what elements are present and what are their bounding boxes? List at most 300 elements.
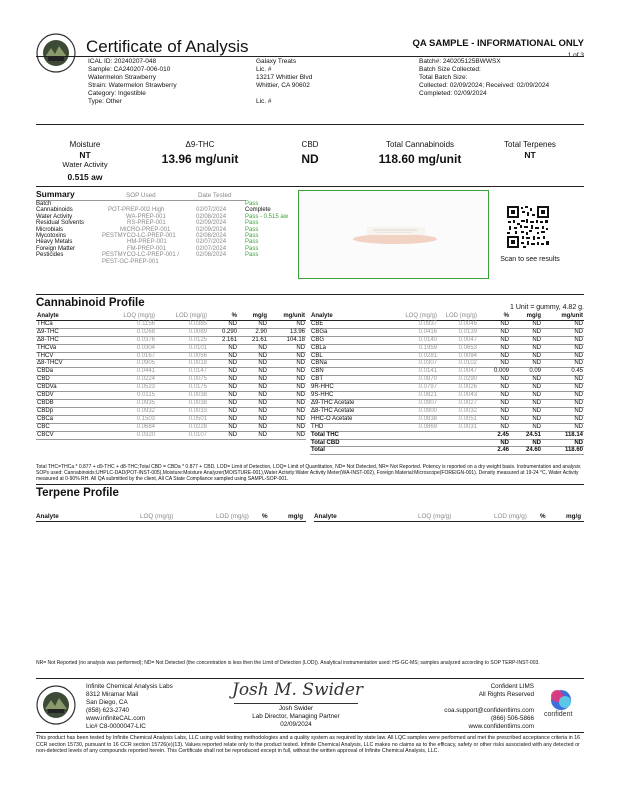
mg-g-value: ND bbox=[510, 407, 542, 415]
mg-g-value: 0.09 bbox=[510, 368, 542, 376]
analyte-name: Δ9-THC Acetate bbox=[310, 399, 380, 407]
sample-line: Sample: CA240207-006-010 bbox=[88, 66, 171, 73]
lod-value: 0.0032 bbox=[438, 407, 478, 415]
analyte-name: THCVa bbox=[36, 344, 98, 352]
summary-result: Pass bbox=[245, 226, 259, 233]
loq-value: 0.0869 bbox=[380, 423, 438, 431]
summary-sop: HM-PREP-001 bbox=[127, 239, 167, 246]
loq-value: 0.0281 bbox=[380, 352, 438, 360]
lod-value: 0.0047 bbox=[438, 368, 478, 376]
total-name: Total THC bbox=[310, 431, 380, 439]
mg-unit-value: ND bbox=[542, 376, 584, 384]
analyte-row bbox=[36, 368, 306, 376]
mg-unit-value: ND bbox=[542, 352, 584, 360]
analyte-row bbox=[36, 360, 306, 368]
summary-date: 02/09/2024 bbox=[196, 226, 227, 233]
mg-g-value: ND bbox=[238, 344, 268, 352]
cannabinoid-table-right bbox=[310, 313, 584, 455]
col-lod: LOD (mg/g) bbox=[156, 313, 208, 320]
percent-value: ND bbox=[208, 320, 238, 328]
client-info bbox=[256, 58, 312, 106]
table-header-row bbox=[36, 313, 306, 320]
percent-value: ND bbox=[208, 376, 238, 384]
lod-value: 0.0101 bbox=[156, 344, 208, 352]
loq-value: 0.0932 bbox=[98, 407, 156, 415]
summary-date: 02/08/2024 bbox=[196, 213, 227, 220]
mg-unit-value: ND bbox=[268, 392, 306, 400]
percent-value: ND bbox=[208, 344, 238, 352]
analyte-name: CBC bbox=[36, 423, 98, 431]
percent-value: ND bbox=[478, 328, 510, 336]
mg-g-value: ND bbox=[238, 320, 268, 328]
summary-date: 02/09/2024 bbox=[196, 220, 227, 227]
mg-unit-value: ND bbox=[268, 352, 306, 360]
mg-unit-value: ND bbox=[542, 384, 584, 392]
mg-g-value: ND bbox=[510, 360, 542, 368]
mg-g-value: ND bbox=[238, 392, 268, 400]
product-photo-image bbox=[299, 191, 488, 278]
notes-divider bbox=[36, 484, 584, 485]
summary-result: Pass - 0.515 aw bbox=[245, 213, 289, 220]
col-lod: LOD (mg/g) bbox=[438, 313, 478, 320]
loq-value: 0.1156 bbox=[98, 320, 156, 328]
mg-g-value: ND bbox=[510, 392, 542, 400]
mg-unit-value: 0.45 bbox=[542, 368, 584, 376]
summary-result: Complete bbox=[245, 207, 271, 214]
col-percent: % bbox=[478, 313, 510, 320]
col-mg-g: mg/g bbox=[510, 313, 542, 320]
lims-website-link[interactable]: www.confidentlims.com bbox=[468, 723, 534, 730]
percent-value: ND bbox=[208, 423, 238, 431]
col-lod: LOD (mg/g) bbox=[494, 513, 527, 520]
percent-value: ND bbox=[478, 320, 510, 328]
summary-result: Pass bbox=[245, 201, 259, 207]
metric-value: NT bbox=[524, 150, 536, 160]
summary-test: Mycotoxins bbox=[36, 232, 67, 239]
confident-brand: confident bbox=[544, 711, 573, 718]
analyte-row bbox=[310, 320, 584, 328]
analyte-row bbox=[310, 336, 584, 344]
mg-unit-value: 118.14 bbox=[542, 431, 584, 439]
lab-line: Infinite Chemical Analysis Labs bbox=[86, 683, 173, 690]
lab-line: (858) 623-2740 bbox=[86, 707, 130, 714]
client-line: Lic. # bbox=[256, 66, 272, 73]
table-header-row bbox=[310, 313, 584, 320]
summary-sop: WA-PREP-001 bbox=[126, 213, 166, 220]
summary-date-header: Date Tested bbox=[198, 192, 232, 199]
loq-value: 0.0870 bbox=[380, 376, 438, 384]
mg-g-value: ND bbox=[510, 336, 542, 344]
mg-g-value: ND bbox=[510, 399, 542, 407]
metric-d9thc bbox=[150, 140, 250, 166]
lod-value: 0.0653 bbox=[438, 344, 478, 352]
analyte-row bbox=[36, 320, 306, 328]
mg-g-value: ND bbox=[510, 376, 542, 384]
metric-value: 13.96 mg/unit bbox=[161, 152, 239, 166]
analyte-name: CBNa bbox=[310, 360, 380, 368]
disclaimer: This product has been tested by Infinite Chemical Analysis Labs, LLC using valid testing methodologies and a quality system as required by state law. All LQC samples were performed and met the prescribed acceptance criteria in 16 CCR section 15730, pursuant to 16 CCR section 15726(e)(13). Values reported relate only to the product tested. Infinite Chemical Analysis, LLC makes no claims as to the efficacy, safety or other risks associated with any detected or non-detected levels of any compounds reported herein. This Certificate shall not be reproduced except in full, without the written approval of Infinite Chemical Analysis, LLC. bbox=[36, 735, 581, 755]
analyte-row bbox=[310, 415, 584, 423]
analyte-name: CBLa bbox=[310, 344, 380, 352]
batch-line: Collected: 02/09/2024; Received: 02/09/2024 bbox=[419, 82, 550, 89]
lod-value: 0.0046 bbox=[438, 320, 478, 328]
info-divider bbox=[36, 124, 584, 125]
col-loq: LOQ (mg/g) bbox=[418, 513, 452, 520]
analyte-name: Δ9-THC bbox=[36, 328, 98, 336]
signer-line: Josh Swider bbox=[278, 705, 314, 712]
lims-email-link[interactable]: coa.support@confidentlims.com bbox=[444, 707, 534, 714]
mg-unit-value: ND bbox=[268, 431, 306, 439]
loq-value: 0.0797 bbox=[380, 384, 438, 392]
loq-value: 0.0523 bbox=[98, 384, 156, 392]
cannabinoid-notes: Total THC=THCa * 0.877 + d9-THC + d8-THC;Total CBD = CBDa * 0.877 + CBD. LOD= Limit of Detection, LOQ= Limit of Quantitation, ND= Not Detected, NR= Not Reported. Potency is reported on a dry weight basis. Instrumentation and analysis SOPs used: Cannabinoids:UHPLC-DAD(POT-INST-005),Moisture:Moisture Analyzer(MOISTURE-001),Water Activity:Water Activity Meter(WA-INST-002), Foreign Material:Microscope(FOREIGN-001). Density measured at 19-24 °C, Water Activity measured at 0-90% RH. All QA submitted by the client, All CA State Compliance sampled using SAMPL-SOP-001. bbox=[36, 464, 581, 483]
analyte-name: CBGa bbox=[310, 328, 380, 336]
empty-cell bbox=[380, 431, 438, 439]
percent-value: ND bbox=[208, 415, 238, 423]
mg-g-value: 2.90 bbox=[238, 328, 268, 336]
analyte-row bbox=[36, 384, 306, 392]
mg-g-value: ND bbox=[238, 399, 268, 407]
lab-contact bbox=[86, 683, 173, 731]
empty-cell bbox=[380, 447, 438, 455]
analyte-row bbox=[310, 352, 584, 360]
analyte-name: CBDa bbox=[36, 368, 98, 376]
loq-value: 0.0140 bbox=[380, 336, 438, 344]
percent-value: ND bbox=[208, 368, 238, 376]
col-percent: % bbox=[540, 513, 546, 520]
mg-unit-value: ND bbox=[542, 399, 584, 407]
footer-divider bbox=[36, 678, 584, 679]
loq-value: 0.0907 bbox=[380, 399, 438, 407]
percent-value: ND bbox=[478, 336, 510, 344]
summary-test: Foreign Matter bbox=[36, 245, 76, 252]
mg-unit-value: ND bbox=[268, 360, 306, 368]
mg-unit-value: 104.18 bbox=[268, 336, 306, 344]
percent-value: ND bbox=[478, 376, 510, 384]
empty-cell bbox=[438, 447, 478, 455]
batch-line: Batch#: 240205125BWWSX bbox=[419, 58, 501, 65]
cannabinoid-profile-title: Cannabinoid Profile bbox=[36, 297, 145, 309]
loq-value: 0.0935 bbox=[98, 399, 156, 407]
analyte-name: CBD bbox=[36, 376, 98, 384]
mg-g-value: 24.60 bbox=[510, 447, 542, 455]
loq-value: 0.0684 bbox=[98, 423, 156, 431]
percent-value: ND bbox=[478, 399, 510, 407]
mg-unit-value: ND bbox=[542, 344, 584, 352]
mg-unit-value: ND bbox=[542, 392, 584, 400]
lod-value: 0.0051 bbox=[438, 415, 478, 423]
analyte-name: CBT bbox=[310, 376, 380, 384]
summary-sop: PESTMYCO-LC-PREP-001 bbox=[102, 232, 176, 239]
mg-unit-value: ND bbox=[268, 399, 306, 407]
summary-sop: FM-PREP-001 bbox=[127, 245, 167, 252]
analyte-name: CBCa bbox=[36, 415, 98, 423]
summary-test: Heavy Metals bbox=[36, 239, 73, 246]
mg-unit-value: ND bbox=[542, 360, 584, 368]
page-title: Certificate of Analysis bbox=[86, 37, 249, 56]
summary-result: Pass bbox=[245, 239, 259, 246]
mg-g-value: 24.51 bbox=[510, 431, 542, 439]
loq-value: 0.0441 bbox=[98, 368, 156, 376]
lod-value: 0.0139 bbox=[438, 328, 478, 336]
metric-value: 118.60 mg/unit bbox=[378, 152, 462, 166]
summary-sop: PESTMYCO-LC-PREP-001 / bbox=[102, 252, 180, 259]
mg-g-value: ND bbox=[510, 344, 542, 352]
sample-info bbox=[88, 58, 177, 106]
mg-unit-value: ND bbox=[268, 368, 306, 376]
mg-unit-value: ND bbox=[542, 336, 584, 344]
col-loq: LOQ (mg/g) bbox=[140, 513, 174, 520]
loq-value: 0.0307 bbox=[380, 360, 438, 368]
summary-result: Pass bbox=[245, 245, 259, 252]
signature: Josh M. Swider bbox=[232, 680, 364, 700]
metric-label: CBD bbox=[301, 140, 319, 149]
col-percent: % bbox=[208, 313, 238, 320]
lims-line: All Rights Reserved bbox=[478, 691, 534, 698]
lod-value: 0.0056 bbox=[156, 352, 208, 360]
total-row bbox=[310, 439, 584, 447]
lod-value: 0.0026 bbox=[438, 384, 478, 392]
analyte-row bbox=[310, 399, 584, 407]
metric-value: ND bbox=[301, 152, 319, 166]
analyte-row bbox=[36, 423, 306, 431]
percent-value: 2.46 bbox=[478, 447, 510, 455]
lims-line: Confident LIMS bbox=[490, 683, 534, 690]
client-line: Whittier, CA 90602 bbox=[256, 82, 310, 89]
loq-value: 0.0224 bbox=[98, 376, 156, 384]
percent-value: ND bbox=[478, 352, 510, 360]
summary-sop: PEST-GC-PREP-001 bbox=[102, 258, 159, 265]
analyte-name: THD bbox=[310, 423, 380, 431]
mg-g-value: ND bbox=[510, 384, 542, 392]
lab-website-link[interactable]: www.infiniteCAL.com bbox=[86, 715, 146, 722]
col-percent: % bbox=[262, 513, 268, 520]
client-line bbox=[256, 90, 312, 98]
analyte-row bbox=[36, 352, 306, 360]
summary-date: 02/07/2024 bbox=[196, 245, 227, 252]
summary-test: Cannabinoids bbox=[36, 207, 73, 214]
col-analyte: Analyte bbox=[36, 513, 59, 520]
lod-value: 0.0228 bbox=[156, 423, 208, 431]
client-line: Galaxy Treats bbox=[256, 58, 297, 65]
mg-unit-value: ND bbox=[268, 384, 306, 392]
analyte-name: CBCV bbox=[36, 431, 98, 439]
analyte-name: Δ8-THC Acetate bbox=[310, 407, 380, 415]
percent-value: 2.45 bbox=[478, 431, 510, 439]
client-line: 13217 Whittier Blvd bbox=[256, 74, 313, 81]
analyte-name: THCV bbox=[36, 352, 98, 360]
percent-value: ND bbox=[478, 360, 510, 368]
lab-logo bbox=[36, 33, 76, 73]
mg-unit-value: ND bbox=[542, 415, 584, 423]
metric-total-cannabinoids bbox=[360, 140, 480, 166]
percent-value: 0.290 bbox=[208, 328, 238, 336]
analyte-name: HHC-O Acetate bbox=[310, 415, 380, 423]
mg-g-value: ND bbox=[510, 439, 542, 447]
loq-value: 0.0821 bbox=[380, 392, 438, 400]
mg-unit-value: ND bbox=[268, 320, 306, 328]
summary-result: Pass bbox=[245, 252, 259, 259]
summary-test: Microbials bbox=[36, 226, 64, 233]
percent-value: 2.161 bbox=[208, 336, 238, 344]
product-photo bbox=[298, 190, 489, 279]
terpene-header-right bbox=[314, 513, 584, 522]
header-divider bbox=[36, 56, 584, 57]
percent-value: ND bbox=[208, 384, 238, 392]
analyte-row bbox=[310, 328, 584, 336]
mg-unit-value: ND bbox=[268, 407, 306, 415]
client-line: Lic. # bbox=[256, 98, 272, 105]
terpene-header-left bbox=[36, 513, 306, 522]
summary-date: 02/08/2024 bbox=[196, 232, 227, 239]
analyte-row bbox=[310, 392, 584, 400]
analyte-name: CBDB bbox=[36, 399, 98, 407]
lod-value: 0.0102 bbox=[438, 360, 478, 368]
analyte-row bbox=[310, 368, 584, 376]
qr-code[interactable] bbox=[506, 205, 550, 249]
col-mg-g: mg/g bbox=[238, 313, 268, 320]
loq-value: 0.0115 bbox=[98, 392, 156, 400]
lod-value: 0.0038 bbox=[156, 399, 208, 407]
mg-g-value: ND bbox=[510, 415, 542, 423]
col-loq: LOQ (mg/g) bbox=[98, 313, 156, 320]
total-name: Total CBD bbox=[310, 439, 380, 447]
mg-unit-value: 118.60 bbox=[542, 447, 584, 455]
metric-value: NT bbox=[79, 150, 91, 160]
loq-value: 0.1959 bbox=[380, 344, 438, 352]
empty-cell bbox=[438, 439, 478, 447]
percent-value: ND bbox=[478, 439, 510, 447]
mg-unit-value: ND bbox=[542, 328, 584, 336]
percent-value: ND bbox=[208, 399, 238, 407]
mg-g-value: ND bbox=[238, 423, 268, 431]
analyte-name: CBDVa bbox=[36, 384, 98, 392]
lod-value: 0.0125 bbox=[156, 336, 208, 344]
loq-value: 0.0141 bbox=[380, 368, 438, 376]
percent-value: ND bbox=[208, 352, 238, 360]
qa-sample-banner: QA SAMPLE - INFORMATIONAL ONLY bbox=[412, 38, 584, 49]
page-number: 1 of 3 bbox=[567, 52, 584, 59]
analyte-row bbox=[36, 407, 306, 415]
analyte-name: CBG bbox=[310, 336, 380, 344]
metric-value: 0.515 aw bbox=[67, 172, 103, 182]
signature-line bbox=[234, 703, 358, 704]
summary-result: Pass bbox=[245, 232, 259, 239]
col-mg-unit: mg/unit bbox=[268, 313, 306, 320]
lod-value: 0.0033 bbox=[156, 407, 208, 415]
mg-g-value: ND bbox=[510, 423, 542, 431]
analyte-row bbox=[36, 399, 306, 407]
lod-value: 0.0075 bbox=[156, 376, 208, 384]
lims-line: (866) 506-5866 bbox=[490, 715, 534, 722]
batch-line: Completed: 02/09/2024 bbox=[419, 90, 487, 97]
analyte-row bbox=[310, 407, 584, 415]
confident-logo-icon bbox=[548, 689, 574, 711]
analyte-row bbox=[36, 344, 306, 352]
total-row bbox=[310, 431, 584, 439]
analyte-row bbox=[310, 384, 584, 392]
lab-line: 8312 Miramar Mail bbox=[86, 691, 139, 698]
mg-g-value: ND bbox=[238, 368, 268, 376]
col-mg-g: mg/g bbox=[288, 513, 304, 520]
lod-value: 0.0147 bbox=[156, 368, 208, 376]
disclaimer-divider bbox=[36, 732, 584, 733]
analyte-name: Δ8-THCV bbox=[36, 360, 98, 368]
mg-unit-value: ND bbox=[542, 320, 584, 328]
lod-value: 0.0175 bbox=[156, 384, 208, 392]
summary-test: Water Activity bbox=[36, 213, 73, 220]
lod-value: 0.0094 bbox=[438, 352, 478, 360]
analyte-row bbox=[36, 392, 306, 400]
mg-unit-value: ND bbox=[268, 415, 306, 423]
loq-value: 0.0905 bbox=[98, 360, 156, 368]
sample-line: Category: Ingestible bbox=[88, 90, 146, 97]
analyte-name: CBE bbox=[310, 320, 380, 328]
lod-value: 0.0290 bbox=[438, 376, 478, 384]
loq-value: 0.0900 bbox=[380, 407, 438, 415]
summary-test: Batch bbox=[36, 201, 52, 207]
sample-line: Strain: Watermelon Strawberry bbox=[88, 82, 177, 89]
loq-value: 0.0320 bbox=[98, 431, 156, 439]
analyte-row bbox=[310, 344, 584, 352]
analyte-name: Δ8-THC bbox=[36, 336, 98, 344]
lod-value: 0.0043 bbox=[438, 392, 478, 400]
lab-line: San Diego, CA bbox=[86, 699, 128, 706]
batch-line: Batch Size Collected: bbox=[419, 66, 481, 73]
summary-sop-header: SOP Used bbox=[126, 192, 156, 199]
lod-value: 0.0385 bbox=[156, 320, 208, 328]
analyte-name: CBDV bbox=[36, 392, 98, 400]
lod-value: 0.0018 bbox=[156, 360, 208, 368]
loq-value: 0.1503 bbox=[98, 415, 156, 423]
col-mg-g: mg/g bbox=[566, 513, 582, 520]
summary-sop: POT-PREP-002 High bbox=[108, 207, 165, 214]
mg-g-value: 21.61 bbox=[238, 336, 268, 344]
summary-result: Pass bbox=[245, 220, 259, 227]
mg-g-value: ND bbox=[238, 360, 268, 368]
metric-label: Water Activity bbox=[62, 160, 108, 169]
total-name: Total bbox=[310, 447, 380, 455]
analyte-row bbox=[310, 376, 584, 384]
col-mg-unit: mg/unit bbox=[542, 313, 584, 320]
mg-g-value: ND bbox=[510, 352, 542, 360]
summary-sop: RS-PREP-001 bbox=[127, 220, 166, 227]
loq-value: 0.0838 bbox=[380, 415, 438, 423]
summary-sop: MICRO-PREP-001 bbox=[120, 226, 171, 233]
analyte-row bbox=[36, 328, 306, 336]
sample-line: Watermelon Strawberry bbox=[88, 74, 157, 81]
signer-info bbox=[234, 705, 358, 729]
analyte-row bbox=[36, 336, 306, 344]
mg-unit-value: ND bbox=[268, 344, 306, 352]
analyte-row bbox=[310, 423, 584, 431]
total-row bbox=[310, 447, 584, 455]
unit-note: 1 Unit = gummy, 4.82 g. bbox=[510, 304, 584, 311]
empty-cell bbox=[380, 439, 438, 447]
metric-cbd bbox=[270, 140, 350, 166]
mg-g-value: ND bbox=[510, 328, 542, 336]
mg-g-value: ND bbox=[238, 352, 268, 360]
analyte-name: CBN bbox=[310, 368, 380, 376]
summary-date: 02/08/2024 bbox=[196, 252, 227, 259]
loq-value: 0.0937 bbox=[380, 320, 438, 328]
sample-line: Type: Other bbox=[88, 98, 122, 105]
terpene-footnote: NR= Not Reported (no analysis was performed); ND= Not Detected (the concentration is less then the Limit of Detection (LOD)). Analytical instrumentation used: HS-GC-MS; samples analyzed according to SOP TERP-INST-003. bbox=[36, 660, 540, 666]
analyte-name: 9S-HHC bbox=[310, 392, 380, 400]
percent-value: ND bbox=[208, 360, 238, 368]
metric-total-terpenes bbox=[490, 140, 570, 160]
sample-line: ICAL ID: 20240207-048 bbox=[88, 58, 157, 65]
